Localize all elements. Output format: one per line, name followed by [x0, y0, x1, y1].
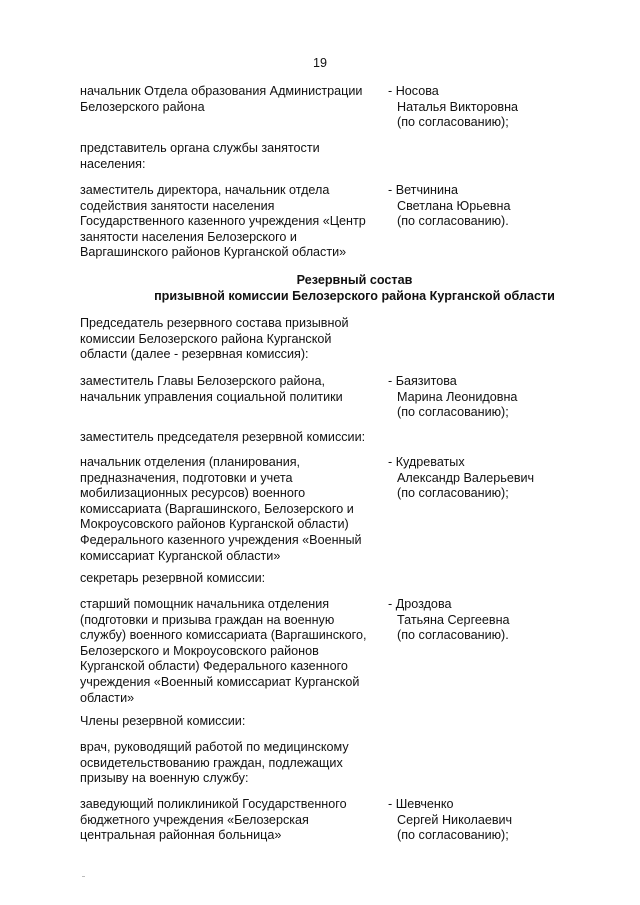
person-name: Наталья Викторовна: [397, 99, 519, 114]
person-surname: - Дроздова: [388, 597, 452, 611]
section-heading: [0, 273, 640, 304]
entry-position: Председатель резервного состава призывной комиссии Белозерского района Курганской области (далее - резервная комиссия):: [80, 316, 349, 362]
entry-person: [388, 597, 560, 644]
person-surname: - Ветчинина: [388, 183, 458, 197]
person-note: (по согласованию);: [397, 486, 509, 501]
person-surname: - Шевченко: [388, 797, 454, 811]
entry-person: [388, 84, 560, 131]
entry-position: секретарь резервной комиссии:: [80, 571, 266, 585]
entry-position: Члены резервной комиссии:: [80, 714, 246, 728]
person-name: Марина Леонидовна: [397, 389, 518, 404]
entry-position: старший помощник начальника отделения (подготовки и призыва граждан на военную службу) военного комиссариата (Варгашинского, Белозерского и Мокроусовского районов Курганской области) Федерального казенного учреждения «Военный комиссариат Курганской области»: [80, 597, 367, 705]
person-name: Татьяна Сергеевна: [397, 612, 510, 627]
entry-position: начальник отделения (планирования, предназначения, подготовки и учета мобилизационных ресурсов) военного комиссариата (Варгашинского, Белозерского и Мокроусовского районов Курганской области) Федерального казенного учреждения «Военный комиссариат Курганской области»: [80, 455, 362, 563]
entry-position: заместитель Главы Белозерского района, начальник управления социальной политики: [80, 374, 343, 404]
person-surname: - Баязитова: [388, 374, 457, 388]
entry-position: заместитель директора, начальник отдела содействия занятости населения Государственного казенного учреждения «Центр занятости населения Белозерского и Варгашинского районов Курганской области»: [80, 183, 366, 260]
entry-person: [388, 183, 560, 230]
scan-speck: [82, 876, 85, 877]
entry-person: [388, 374, 560, 421]
section-heading-line2: призывной комиссии Белозерского района Курганской области: [154, 288, 555, 303]
person-name: Светлана Юрьевна: [397, 198, 511, 213]
entry-person: [388, 455, 560, 502]
entry-position: заведующий поликлиникой Государственного бюджетного учреждения «Белозерская центральная районная больница»: [80, 797, 347, 843]
section-heading-line1: Резервный состав: [296, 273, 413, 287]
page-number: 19: [312, 56, 327, 70]
person-surname: - Носова: [388, 84, 439, 98]
person-note: (по согласованию);: [397, 828, 509, 843]
person-note: (по согласованию);: [397, 405, 509, 420]
person-note: (по согласованию).: [397, 214, 509, 229]
entry-person: [388, 797, 560, 844]
person-name: Сергей Николаевич: [397, 812, 513, 827]
entry-position: заместитель председателя резервной комиссии:: [80, 430, 366, 444]
person-name: Александр Валерьевич: [397, 470, 535, 485]
person-surname: - Кудреватых: [388, 455, 465, 469]
person-note: (по согласованию);: [397, 115, 509, 130]
entry-position: начальник Отдела образования Администрации Белозерского района: [80, 84, 363, 114]
person-note: (по согласованию).: [397, 628, 509, 643]
entry-position: представитель органа службы занятости населения:: [80, 141, 320, 171]
entry-position: врач, руководящий работой по медицинскому освидетельствованию граждан, подлежащих призыву на военную службу:: [80, 740, 349, 786]
